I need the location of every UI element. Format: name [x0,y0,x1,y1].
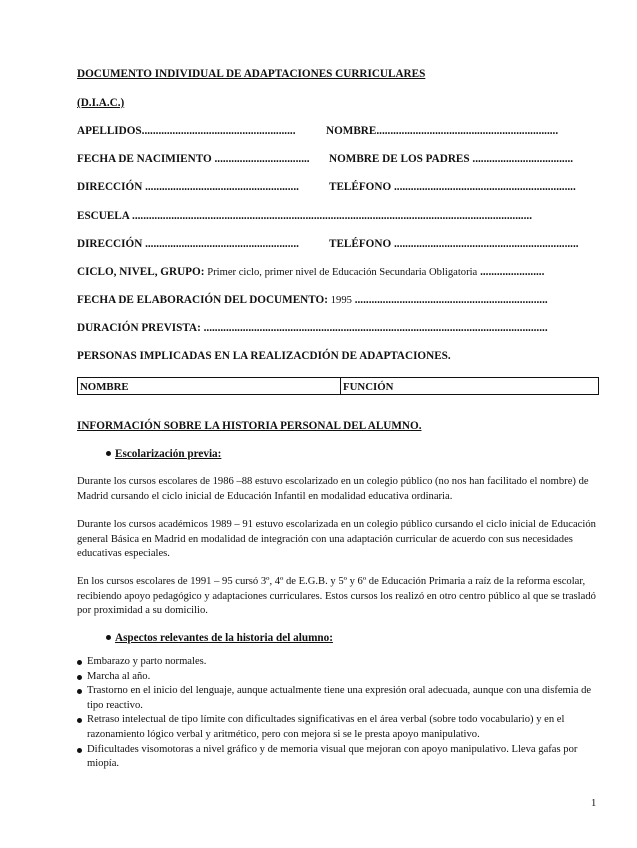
aspectos-title-row [106,632,333,644]
nombre-blank: ................................................................. [376,125,559,137]
direccion-escuela-label: DIRECCIÓN [77,238,143,250]
fecha-nacimiento-blank: .................................. [214,153,310,165]
ciclo-field [77,266,544,278]
ciclo-value: Primer ciclo, primer nivel de Educación Secundaria Obligatoria [207,267,478,278]
aspectos-title: Aspectos relevantes de la historia del alumno: [115,632,333,644]
aspecto-text: Embarazo y parto normales. [87,656,207,667]
direccion-escuela-field [77,238,299,250]
page-number: 1 [591,798,597,809]
aspecto-text: Trastorno en el inicio del lenguaje, aunque actualmente tiene una expresión oral adecuada, aunque con una disfemia de tipo reactivo. [87,685,592,711]
document-title: DOCUMENTO INDIVIDUAL DE ADAPTACIONES CURRICULARES [77,68,426,80]
escolarizacion-paragraph-1: Durante los cursos escolares de 1986 –88 estuvo escolarizado en un colegio público (no nos han facilitado el nombre) de Madrid cursando el ciclo inicial de Educación Infantil en modalidad educativa ordinaria. [77,476,589,502]
ciclo-blank: ....................... [480,266,545,278]
aspectos-list [77,655,597,772]
list-item [77,655,597,670]
padres-field [329,153,573,165]
document-subtitle: (D.I.A.C.) [77,97,125,109]
fecha-nacimiento-field [77,153,310,165]
apellidos-field [77,125,295,137]
fecha-nacimiento-label: FECHA DE NACIMIENTO [77,153,212,165]
direccion-alumno-blank: ....................................................... [145,181,299,193]
list-item [77,713,597,742]
duracion-label: DURACIÓN PREVISTA: [77,322,201,334]
escuela-field [77,210,532,222]
list-item [77,743,597,772]
escolarizacion-paragraph-2: Durante los cursos académicos 1989 – 91 estuvo escolarizada en un colegio público cursando el ciclo inicial de Educación general Básica en Madrid en modalidad de integración con una adaptación curricular de acuerdo con sus necesidades educativas especiales. [77,519,596,560]
col-nombre-header: NOMBRE [78,378,341,395]
aspecto-text: Dificultades visomotoras a nivel gráfico y de memoria visual que mejoran con apoyo manipulativo. Lleva gafas por miopía. [87,743,578,770]
duracion-field [77,322,548,334]
direccion-alumno-label: DIRECCIÓN [77,181,143,193]
col-funcion-header: FUNCIÓN [341,378,599,395]
telefono-alumno-field [329,181,576,193]
telefono-escuela-label: TELÉFONO [329,238,392,250]
bullet-icon [106,451,111,456]
bullet-icon [77,689,82,694]
nombre-field [326,125,558,137]
list-item [77,670,597,685]
table-row [78,378,599,395]
fecha-elaboracion-label: FECHA DE ELABORACIÓN DEL DOCUMENTO: [77,294,328,306]
bullet-icon [77,660,82,665]
telefono-escuela-field [329,238,579,250]
telefono-escuela-blank: .................................................................. [393,238,579,250]
ciclo-label: CICLO, NIVEL, GRUPO: [77,266,205,278]
apellidos-blank: ....................................................... [141,125,296,137]
bullet-icon [106,635,111,640]
historia-heading: INFORMACIÓN SOBRE LA HISTORIA PERSONAL DEL ALUMNO. [77,420,422,432]
telefono-alumno-label: TELÉFONO [329,181,392,193]
bullet-icon [77,675,82,680]
padres-label: NOMBRE DE LOS PADRES [329,153,470,165]
direccion-escuela-blank: ....................................................... [145,238,299,250]
apellidos-label: APELLIDOS [77,125,142,137]
fecha-elaboracion-value: 1995 [330,295,352,306]
escuela-label: ESCUELA [77,210,130,222]
bullet-icon [77,718,82,723]
fecha-elaboracion-blank: ..................................................................... [354,294,548,306]
nombre-label: NOMBRE [326,125,377,137]
fecha-elaboracion-field [77,294,548,306]
aspecto-text: Marcha al año. [87,670,151,682]
aspecto-text: Retraso intelectual de tipo límite con dificultades significativas en el área verbal (sobre todo vocabulario) y en el razonamiento lógico verbal y aritmético, pero con mejora si se le presta apoyo manipulativo. [87,714,565,740]
personas-heading: PERSONAS IMPLICADAS EN LA REALIZACDIÓN DE ADAPTACIONES. [77,350,451,362]
telefono-alumno-blank: ................................................................. [393,181,576,193]
list-item [77,684,597,713]
bullet-icon [77,748,82,753]
personas-table [77,377,599,395]
escuela-blank: ............................................................................................................................................... [132,210,532,222]
direccion-alumno-field [77,181,299,193]
escolarizacion-paragraph-3: En los cursos escolares de 1991 – 95 cursó 3º, 4º de E.G.B. y 5º y 6º de Educación Primaria a raíz de la reforma escolar, recibiendo apoyo pedagógico y adaptaciones curriculares. Estos cursos los realizó en otro centro público al que se trasladó por proximidad a su domicilio. [77,576,596,617]
escolarizacion-title-row [106,448,221,460]
padres-blank: .................................... [472,153,574,165]
duracion-blank: ........................................................................................................................... [203,322,548,334]
escolarizacion-title: Escolarización previa: [115,448,222,460]
